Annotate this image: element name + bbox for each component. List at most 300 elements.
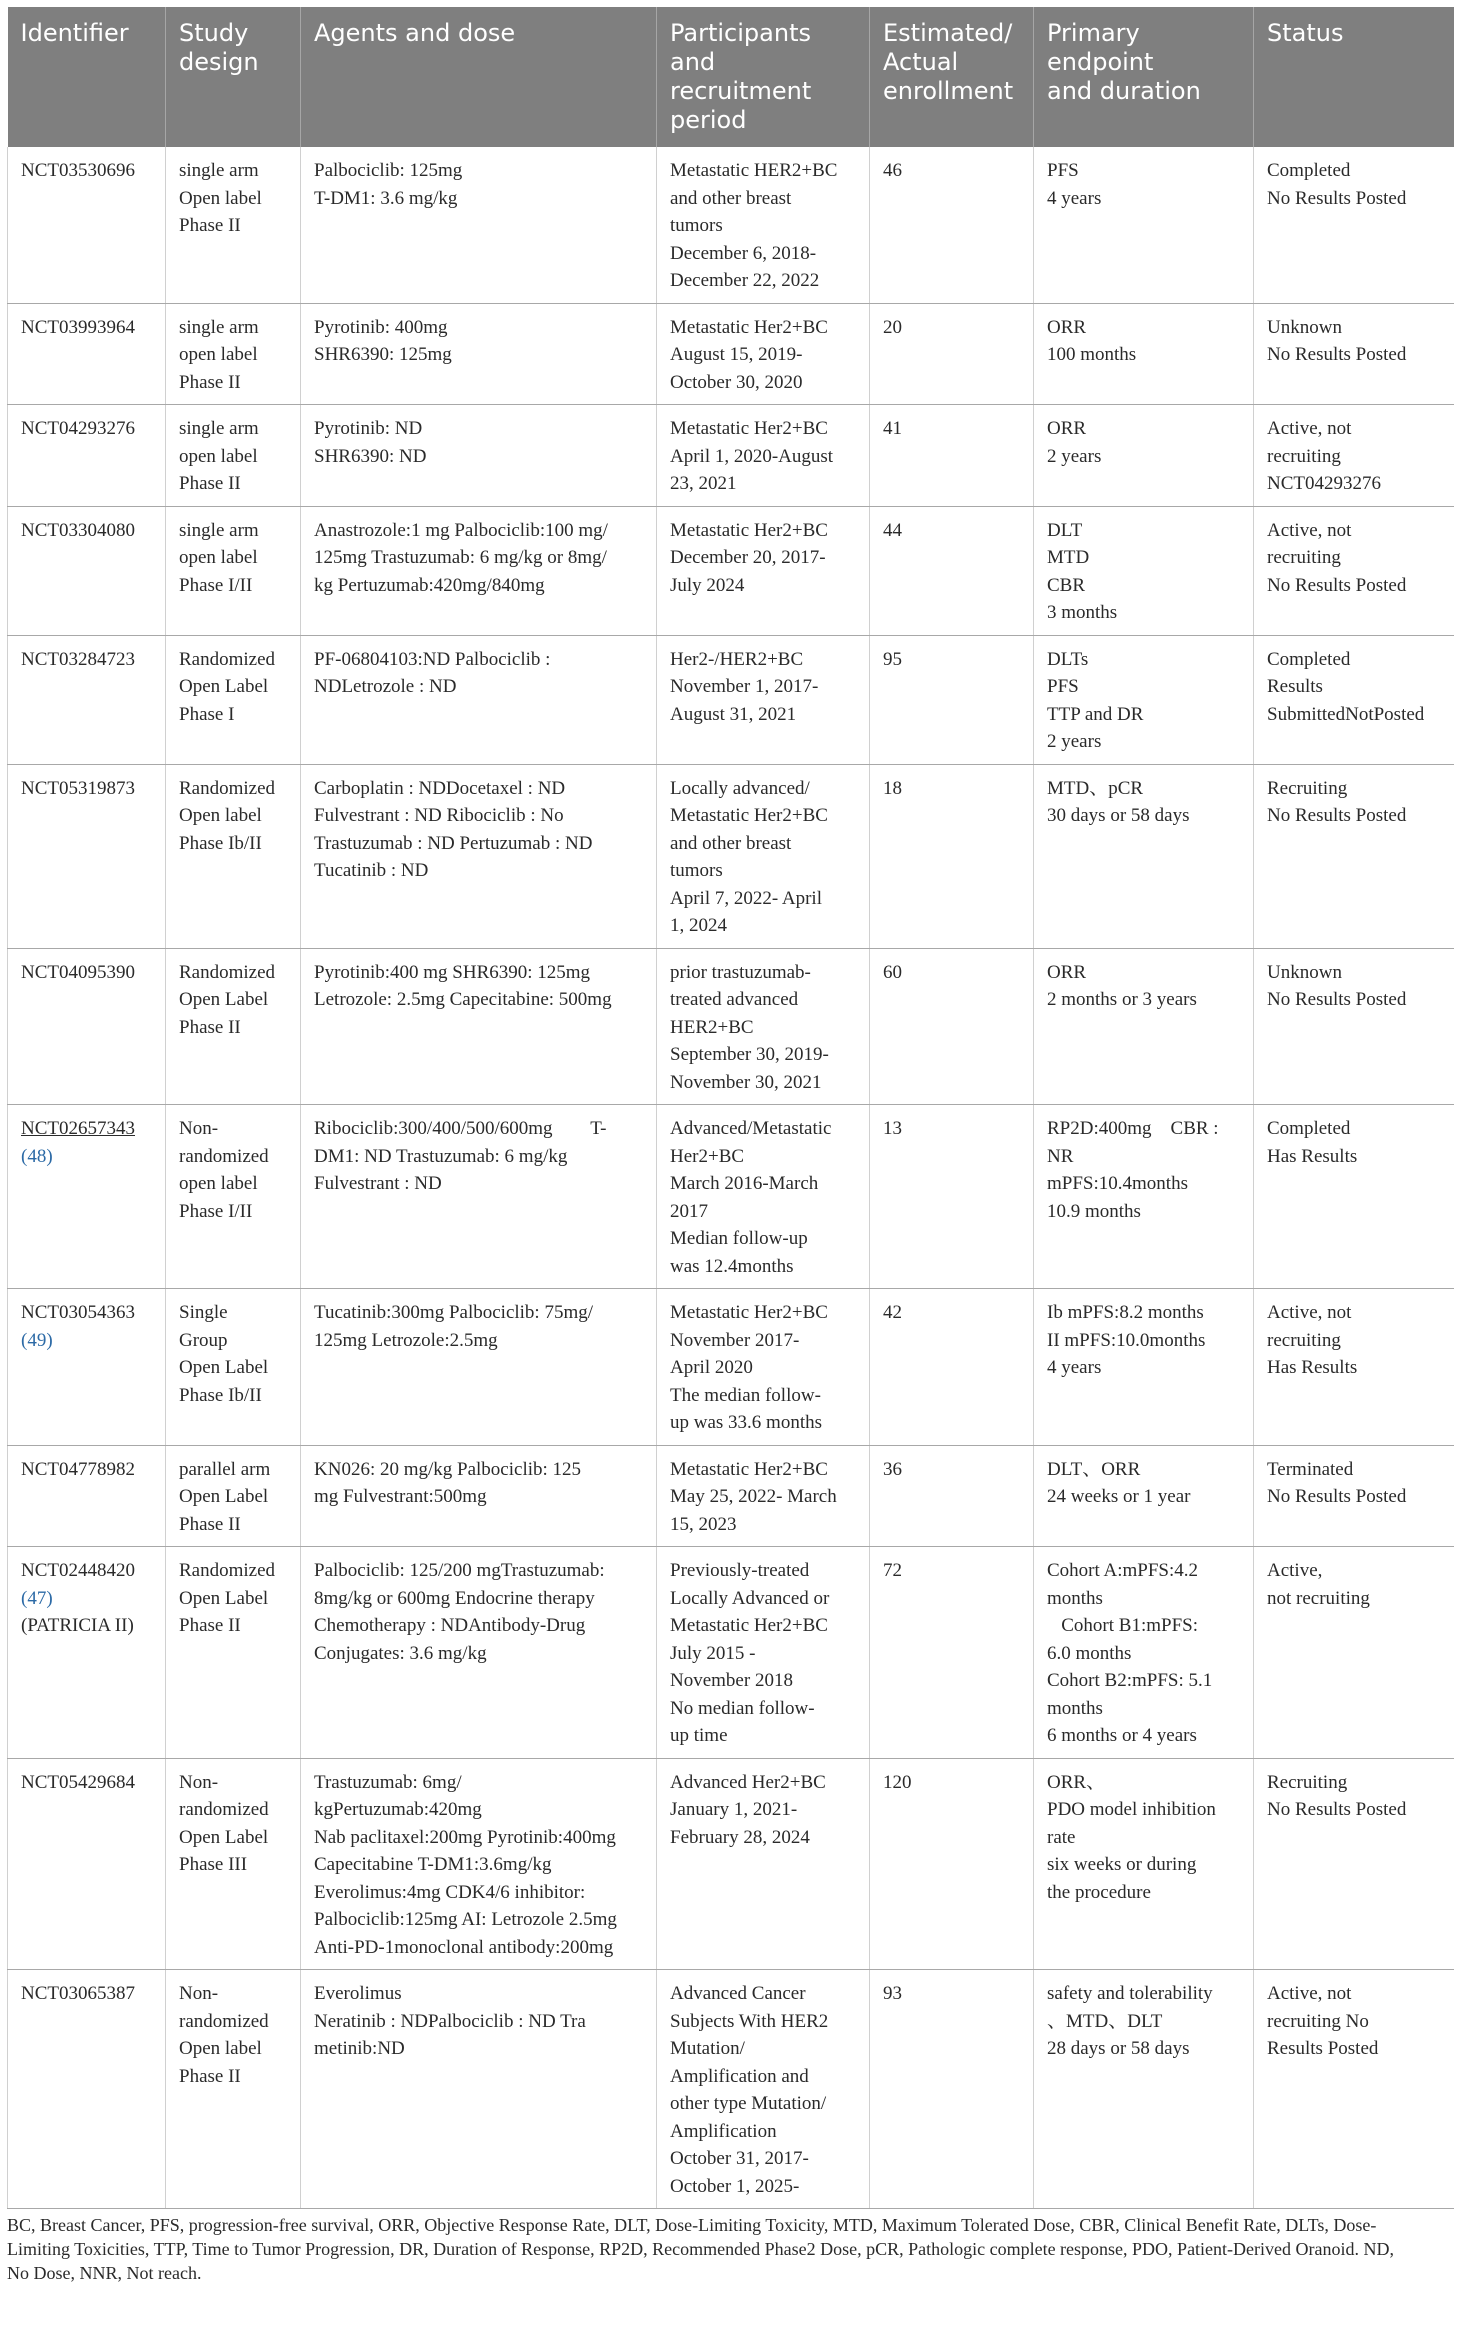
cell-line: Open Label — [179, 676, 269, 697]
cell-line: 46 — [883, 160, 902, 181]
table-row — [8, 1758, 1454, 1970]
cell-endpoint — [1034, 1758, 1254, 1970]
cell-line: No Results Posted — [1267, 989, 1407, 1010]
cell-line: other type Mutation/ — [670, 2093, 827, 2114]
cell-status — [1254, 147, 1454, 303]
cell-line: NCT03284723 — [21, 648, 135, 670]
cell-status — [1254, 506, 1454, 635]
cell-agents — [301, 1289, 657, 1446]
cell-line: Phase II — [179, 215, 241, 236]
cell-line: recruiting No — [1267, 2010, 1369, 2032]
cell-participants — [657, 1547, 870, 1759]
cell-design — [166, 506, 301, 635]
cell-line: August 15, 2019- — [670, 344, 803, 365]
reference-link[interactable]: (49) — [21, 1329, 53, 1351]
cell-identifier — [8, 764, 166, 948]
cell-line: single arm — [179, 316, 259, 338]
cell-line: May 25, 2022- March — [670, 1486, 837, 1507]
table-row — [8, 506, 1454, 635]
cell-line: randomized — [179, 1799, 269, 1820]
cell-line: Phase III — [179, 1854, 248, 1875]
cell-design — [166, 1547, 301, 1759]
cell-line: Phase II — [179, 371, 241, 393]
cell-line: November 2018 — [670, 1670, 793, 1691]
cell-identifier — [8, 1445, 166, 1547]
table-row — [8, 147, 1454, 303]
cell-enrollment — [870, 1445, 1034, 1547]
cell-line: No Results Posted — [1267, 574, 1407, 596]
cell-design — [166, 948, 301, 1105]
cell-line: SHR6390: 125mg — [314, 344, 452, 365]
cell-design — [166, 635, 301, 764]
cell-line: Amplification and — [670, 2065, 809, 2087]
cell-line: randomized — [179, 2010, 269, 2032]
cell-line: Metastatic Her2+BC — [670, 1615, 828, 1636]
cell-line: Locally advanced/ — [670, 777, 810, 799]
cell-agents — [301, 1105, 657, 1289]
cell-line: Cohort A:mPFS:4.2 — [1047, 1560, 1198, 1581]
cell-line: Randomized — [179, 1560, 276, 1581]
cell-line: Everolimus:4mg CDK4/6 inhibitor: — [314, 1881, 586, 1903]
cell-enrollment — [870, 764, 1034, 948]
cell-line: Advanced Her2+BC — [670, 1771, 826, 1793]
cell-line: 2 years — [1047, 731, 1102, 752]
cell-line: 72 — [883, 1560, 902, 1581]
cell-endpoint — [1034, 405, 1254, 507]
cell-line: Group — [179, 1329, 228, 1351]
cell-line: September 30, 2019- — [670, 1044, 829, 1065]
cell-line: 6 months or 4 years — [1047, 1725, 1197, 1746]
cell-status — [1254, 405, 1454, 507]
cell-line: ORR — [1047, 316, 1087, 338]
table-row — [8, 303, 1454, 405]
cell-line: Anastrozole:1 mg Palbociclib:100 mg/ — [314, 519, 608, 541]
cell-line: PF-06804103:ND Palbociclib : — [314, 648, 551, 670]
cell-line: Palbociclib: 125mg — [314, 160, 463, 181]
cell-line: March 2016-March — [670, 1173, 819, 1194]
header-participants: Participants and recruitment period — [657, 7, 870, 147]
cell-line: Advanced/Metastatic — [670, 1118, 832, 1139]
cell-line: recruiting — [1267, 445, 1341, 467]
cell-line: Open label — [179, 805, 262, 826]
cell-line: SHR6390: ND — [314, 445, 427, 467]
cell-endpoint — [1034, 635, 1254, 764]
cell-line: Open Label — [179, 1826, 269, 1848]
footnote-line: No Dose, NNR, Not reach. — [7, 2263, 202, 2283]
cell-line: CBR — [1047, 574, 1086, 596]
cell-line: NCT04095390 — [21, 961, 135, 983]
cell-line: 4 years — [1047, 1357, 1102, 1378]
cell-line: No Results Posted — [1267, 1486, 1407, 1507]
cell-line: 18 — [883, 777, 902, 799]
cell-line: Letrozole: 2.5mg Capecitabine: 500mg — [314, 989, 612, 1010]
cell-identifier — [8, 948, 166, 1105]
cell-endpoint — [1034, 948, 1254, 1105]
cell-line: Mutation/ — [670, 2038, 745, 2059]
cell-line: DLT、ORR — [1047, 1458, 1141, 1480]
cell-agents — [301, 1970, 657, 2209]
cell-agents — [301, 303, 657, 405]
cell-line: NR — [1047, 1145, 1074, 1167]
cell-line: six weeks or during — [1047, 1854, 1197, 1875]
cell-line: July 2015 - — [670, 1642, 756, 1664]
cell-agents — [301, 635, 657, 764]
cell-line: 93 — [883, 1983, 902, 2004]
cell-participants — [657, 1445, 870, 1547]
cell-agents — [301, 405, 657, 507]
cell-line: 42 — [883, 1302, 902, 1323]
cell-line: 120 — [883, 1771, 912, 1793]
cell-line: Phase II — [179, 1016, 241, 1038]
cell-line: No Results Posted — [1267, 344, 1407, 365]
cell-status — [1254, 635, 1454, 764]
cell-endpoint — [1034, 1445, 1254, 1547]
cell-line: up time — [670, 1725, 728, 1746]
table-row — [8, 948, 1454, 1105]
cell-agents — [301, 506, 657, 635]
cell-line: October 1, 2025- — [670, 2175, 800, 2197]
cell-line: was 12.4months — [670, 1255, 794, 1277]
cell-identifier — [8, 1970, 166, 2209]
table-row — [8, 1970, 1454, 2209]
cell-line: Open Label — [179, 989, 269, 1010]
cell-line: 41 — [883, 418, 902, 439]
cell-participants — [657, 1105, 870, 1289]
cell-line: Cohort B1:mPFS: — [1047, 1615, 1198, 1636]
cell-line: NCT05319873 — [21, 777, 135, 799]
cell-line: 23, 2021 — [670, 473, 737, 494]
cell-line: MTD、pCR — [1047, 777, 1144, 799]
cell-line: Unknown — [1267, 316, 1342, 338]
cell-line: (PATRICIA II) — [21, 1615, 134, 1636]
cell-identifier — [8, 147, 166, 303]
cell-line: 13 — [883, 1118, 902, 1139]
cell-line: 3 months — [1047, 602, 1118, 623]
reference-link[interactable]: (48) — [21, 1145, 53, 1167]
cell-line: single arm — [179, 418, 259, 439]
cell-line: NCT03530696 — [21, 160, 135, 181]
cell-line: Tucatinib:300mg Palbociclib: 75mg/ — [314, 1302, 594, 1323]
cell-agents — [301, 1445, 657, 1547]
cell-line: Phase Ib/II — [179, 832, 262, 854]
cell-line: Active, not — [1267, 519, 1352, 541]
cell-line: Randomized — [179, 777, 276, 799]
cell-line: Fulvestrant : ND — [314, 1173, 442, 1194]
cell-line: 20 — [883, 316, 902, 338]
identifier-link[interactable]: NCT02657343 — [21, 1118, 135, 1139]
cell-line: April 7, 2022- April — [670, 887, 822, 909]
cell-status — [1254, 1445, 1454, 1547]
cell-line: KN026: 20 mg/kg Palbociclib: 125 — [314, 1458, 582, 1480]
reference-link[interactable]: (47) — [21, 1587, 53, 1609]
cell-line: open label — [179, 445, 258, 467]
cell-line: Completed — [1267, 648, 1351, 670]
cell-line: Open label — [179, 187, 262, 209]
cell-line: 125mg Letrozole:2.5mg — [314, 1329, 498, 1351]
cell-line: ORR — [1047, 418, 1087, 439]
cell-line: safety and tolerability — [1047, 1983, 1213, 2004]
cell-status — [1254, 1547, 1454, 1759]
cell-line: Metastatic Her2+BC — [670, 1458, 828, 1480]
cell-line: randomized — [179, 1145, 269, 1167]
cell-endpoint — [1034, 303, 1254, 405]
cell-line: MTD — [1047, 547, 1090, 568]
cell-line: Phase II — [179, 1615, 241, 1636]
cell-line: Open Label — [179, 1587, 269, 1609]
cell-participants — [657, 1289, 870, 1446]
cell-identifier — [8, 303, 166, 405]
cell-line: NCT03993964 — [21, 316, 135, 338]
cell-line: July 2024 — [670, 574, 745, 596]
cell-line: DM1: ND Trastuzumab: 6 mg/kg — [314, 1145, 568, 1167]
cell-line: 28 days or 58 days — [1047, 2038, 1190, 2059]
cell-design — [166, 1445, 301, 1547]
cell-line: RP2D:400mg CBR : — [1047, 1118, 1219, 1139]
cell-line: Single — [179, 1302, 228, 1323]
cell-line: metinib:ND — [314, 2038, 405, 2059]
cell-line: Median follow-up — [670, 1228, 808, 1249]
cell-line: and other breast — [670, 832, 792, 854]
cell-line: NCT03054363 — [21, 1302, 135, 1323]
cell-line: Recruiting — [1267, 1771, 1348, 1793]
cell-line: open label — [179, 547, 258, 568]
cell-line: DLTs — [1047, 648, 1089, 670]
cell-line: Metastatic Her2+BC — [670, 805, 828, 826]
cell-line: Has Results — [1267, 1145, 1358, 1167]
cell-line: The median follow- — [670, 1384, 821, 1406]
cell-identifier — [8, 635, 166, 764]
cell-agents — [301, 764, 657, 948]
cell-line: Active, not — [1267, 418, 1352, 439]
table-row — [8, 764, 1454, 948]
cell-line: up was 33.6 months — [670, 1412, 822, 1433]
cell-line: October 30, 2020 — [670, 371, 803, 393]
cell-line: Recruiting — [1267, 777, 1348, 799]
cell-line: open label — [179, 344, 258, 365]
cell-line: 44 — [883, 519, 902, 541]
cell-line: Everolimus — [314, 1983, 402, 2004]
cell-line: No Results Posted — [1267, 187, 1407, 209]
cell-line: Subjects With HER2 — [670, 2010, 829, 2032]
cell-identifier — [8, 1289, 166, 1446]
cell-line: Metastatic Her2+BC — [670, 316, 828, 338]
cell-line: HER2+BC — [670, 1016, 754, 1038]
cell-line: Amplification — [670, 2120, 777, 2142]
cell-line: ORR — [1047, 961, 1087, 983]
cell-design — [166, 147, 301, 303]
cell-line: SubmittedNotPosted — [1267, 703, 1425, 725]
footnote-line: BC, Breast Cancer, PFS, progression-free survival, ORR, Objective Response Rate, DLT, Dose-Limiting Toxicity, MTD, Maximum Tolerated Dose, CBR, Clinical Benefit Rate, DLTs, Dose- — [7, 2215, 1377, 2235]
cell-endpoint — [1034, 1547, 1254, 1759]
cell-line: Tucatinib : ND — [314, 860, 429, 881]
cell-design — [166, 1105, 301, 1289]
cell-line: mPFS:10.4months — [1047, 1173, 1188, 1194]
cell-line: No Results Posted — [1267, 805, 1407, 826]
cell-line: August 31, 2021 — [670, 703, 797, 725]
cell-design — [166, 764, 301, 948]
cell-endpoint — [1034, 1970, 1254, 2209]
cell-status — [1254, 1970, 1454, 2209]
cell-line: Unknown — [1267, 961, 1342, 983]
cell-line: open label — [179, 1173, 258, 1194]
cell-line: parallel arm — [179, 1458, 271, 1480]
cell-line: Cohort B2:mPFS: 5.1 — [1047, 1670, 1213, 1691]
header-endpoint: Primary endpoint and duration — [1034, 7, 1254, 147]
cell-line: Active, not — [1267, 1983, 1352, 2004]
cell-line: Open label — [179, 2038, 262, 2059]
cell-line: Has Results — [1267, 1357, 1358, 1378]
cell-line: 24 weeks or 1 year — [1047, 1486, 1191, 1507]
cell-line: single arm — [179, 160, 259, 181]
cell-endpoint — [1034, 147, 1254, 303]
cell-line: Metastatic Her2+BC — [670, 1302, 828, 1323]
cell-enrollment — [870, 405, 1034, 507]
cell-line: April 2020 — [670, 1357, 753, 1378]
cell-line: Capecitabine T-DM1:3.6mg/kg — [314, 1854, 552, 1875]
cell-line: 125mg Trastuzumab: 6 mg/kg or 8mg/ — [314, 547, 607, 568]
cell-line: Randomized — [179, 961, 276, 983]
cell-line: Trastuzumab : ND Pertuzumab : ND — [314, 832, 593, 854]
cell-line: Advanced Cancer — [670, 1983, 806, 2004]
header-study-design: Study design — [166, 7, 301, 147]
cell-line: Non- — [179, 1983, 219, 2004]
cell-status — [1254, 1105, 1454, 1289]
table-header-row — [8, 7, 1454, 147]
cell-line: PDO model inhibition — [1047, 1799, 1216, 1820]
cell-line: 30 days or 58 days — [1047, 805, 1190, 826]
cell-status — [1254, 764, 1454, 948]
cell-line: 2 months or 3 years — [1047, 989, 1197, 1010]
cell-line: prior trastuzumab- — [670, 961, 811, 983]
cell-line: PFS — [1047, 160, 1079, 181]
cell-line: the procedure — [1047, 1881, 1151, 1903]
cell-line: ORR、 — [1047, 1771, 1106, 1793]
cell-line: Locally Advanced or — [670, 1587, 830, 1609]
cell-line: Active, not — [1267, 1302, 1352, 1323]
cell-agents — [301, 147, 657, 303]
trials-table-container — [7, 7, 1453, 2209]
cell-line: and other breast — [670, 187, 792, 209]
cell-status — [1254, 303, 1454, 405]
cell-line: NCT04293276 — [1267, 473, 1381, 494]
cell-line: treated advanced — [670, 989, 799, 1010]
cell-line: Palbociclib: 125/200 mgTrastuzumab: — [314, 1560, 605, 1581]
cell-line: Randomized — [179, 648, 276, 670]
cell-line: 10.9 months — [1047, 1200, 1141, 1222]
cell-line: 6.0 months — [1047, 1642, 1132, 1664]
cell-line: tumors — [670, 860, 723, 881]
cell-line: 、MTD、DLT — [1047, 2010, 1163, 2032]
cell-line: not recruiting — [1267, 1587, 1370, 1609]
cell-line: Non- — [179, 1771, 219, 1793]
table-footnote — [7, 2213, 1453, 2285]
cell-line: T-DM1: 3.6 mg/kg — [314, 187, 458, 209]
cell-line: Metastatic HER2+BC — [670, 160, 838, 181]
cell-line: Ribociclib:300/400/500/600mg T- — [314, 1118, 607, 1139]
cell-agents — [301, 948, 657, 1105]
cell-line: Open Label — [179, 1486, 269, 1507]
cell-line: Anti-PD-1monoclonal antibody:200mg — [314, 1936, 614, 1958]
cell-line: No Results Posted — [1267, 1799, 1407, 1820]
cell-enrollment — [870, 635, 1034, 764]
cell-endpoint — [1034, 506, 1254, 635]
cell-identifier — [8, 1547, 166, 1759]
cell-line: Pyrotinib:400 mg SHR6390: 125mg — [314, 961, 591, 983]
cell-participants — [657, 506, 870, 635]
footnote-line: Limiting Toxicities, TTP, Time to Tumor Progression, DR, Duration of Response, RP2D, Recommended Phase2 Dose, pCR, Pathologic complete response, PDO, Patient-Derived Oranoid. ND, — [7, 2239, 1394, 2259]
table-row — [8, 1105, 1454, 1289]
cell-line: December 6, 2018- — [670, 242, 817, 264]
cell-line: kgPertuzumab:420mg — [314, 1799, 482, 1820]
cell-line: November 2017- — [670, 1329, 800, 1351]
cell-line: Completed — [1267, 160, 1351, 181]
clinical-trials-table — [7, 7, 1454, 2209]
cell-line: NCT05429684 — [21, 1771, 135, 1793]
cell-participants — [657, 1758, 870, 1970]
cell-participants — [657, 147, 870, 303]
cell-design — [166, 303, 301, 405]
cell-line: Phase II — [179, 2065, 241, 2087]
cell-line: recruiting — [1267, 547, 1341, 568]
cell-enrollment — [870, 303, 1034, 405]
cell-line: Phase I/II — [179, 1200, 253, 1222]
cell-participants — [657, 635, 870, 764]
cell-participants — [657, 303, 870, 405]
cell-identifier — [8, 1758, 166, 1970]
table-row — [8, 1445, 1454, 1547]
cell-line: Her2+BC — [670, 1145, 745, 1167]
cell-line: mg Fulvestrant:500mg — [314, 1486, 487, 1507]
cell-line: tumors — [670, 215, 723, 236]
cell-line: NCT02448420 — [21, 1560, 135, 1581]
cell-line: single arm — [179, 519, 259, 541]
cell-line: Her2-/HER2+BC — [670, 648, 804, 670]
cell-line: 36 — [883, 1458, 902, 1480]
cell-line: No median follow- — [670, 1697, 815, 1719]
cell-line: Metastatic Her2+BC — [670, 418, 828, 439]
cell-enrollment — [870, 506, 1034, 635]
cell-line: Phase II — [179, 1513, 241, 1535]
cell-line: kg Pertuzumab:420mg/840mg — [314, 574, 545, 596]
table-row — [8, 635, 1454, 764]
cell-line: Palbociclib:125mg AI: Letrozole 2.5mg — [314, 1909, 617, 1930]
cell-design — [166, 1970, 301, 2209]
cell-line: DLT — [1047, 519, 1083, 541]
cell-line: December 20, 2017- — [670, 547, 826, 568]
cell-line: Phase II — [179, 473, 241, 494]
cell-line: Results Posted — [1267, 2038, 1379, 2059]
cell-line: Trastuzumab: 6mg/ — [314, 1771, 462, 1793]
cell-status — [1254, 1289, 1454, 1446]
cell-enrollment — [870, 1105, 1034, 1289]
cell-line: NCT03304080 — [21, 519, 135, 541]
cell-line: 2017 — [670, 1200, 708, 1222]
header-agents-dose: Agents and dose — [301, 7, 657, 147]
cell-line: 2 years — [1047, 445, 1102, 467]
cell-enrollment — [870, 1289, 1034, 1446]
cell-line: Phase I/II — [179, 574, 253, 596]
cell-enrollment — [870, 1547, 1034, 1759]
cell-line: recruiting — [1267, 1329, 1341, 1351]
table-body — [8, 147, 1454, 2209]
cell-endpoint — [1034, 1105, 1254, 1289]
cell-design — [166, 405, 301, 507]
cell-line: Completed — [1267, 1118, 1351, 1139]
cell-line: months — [1047, 1697, 1103, 1719]
cell-line: October 31, 2017- — [670, 2148, 809, 2169]
cell-endpoint — [1034, 1289, 1254, 1446]
header-status: Status — [1254, 7, 1454, 147]
